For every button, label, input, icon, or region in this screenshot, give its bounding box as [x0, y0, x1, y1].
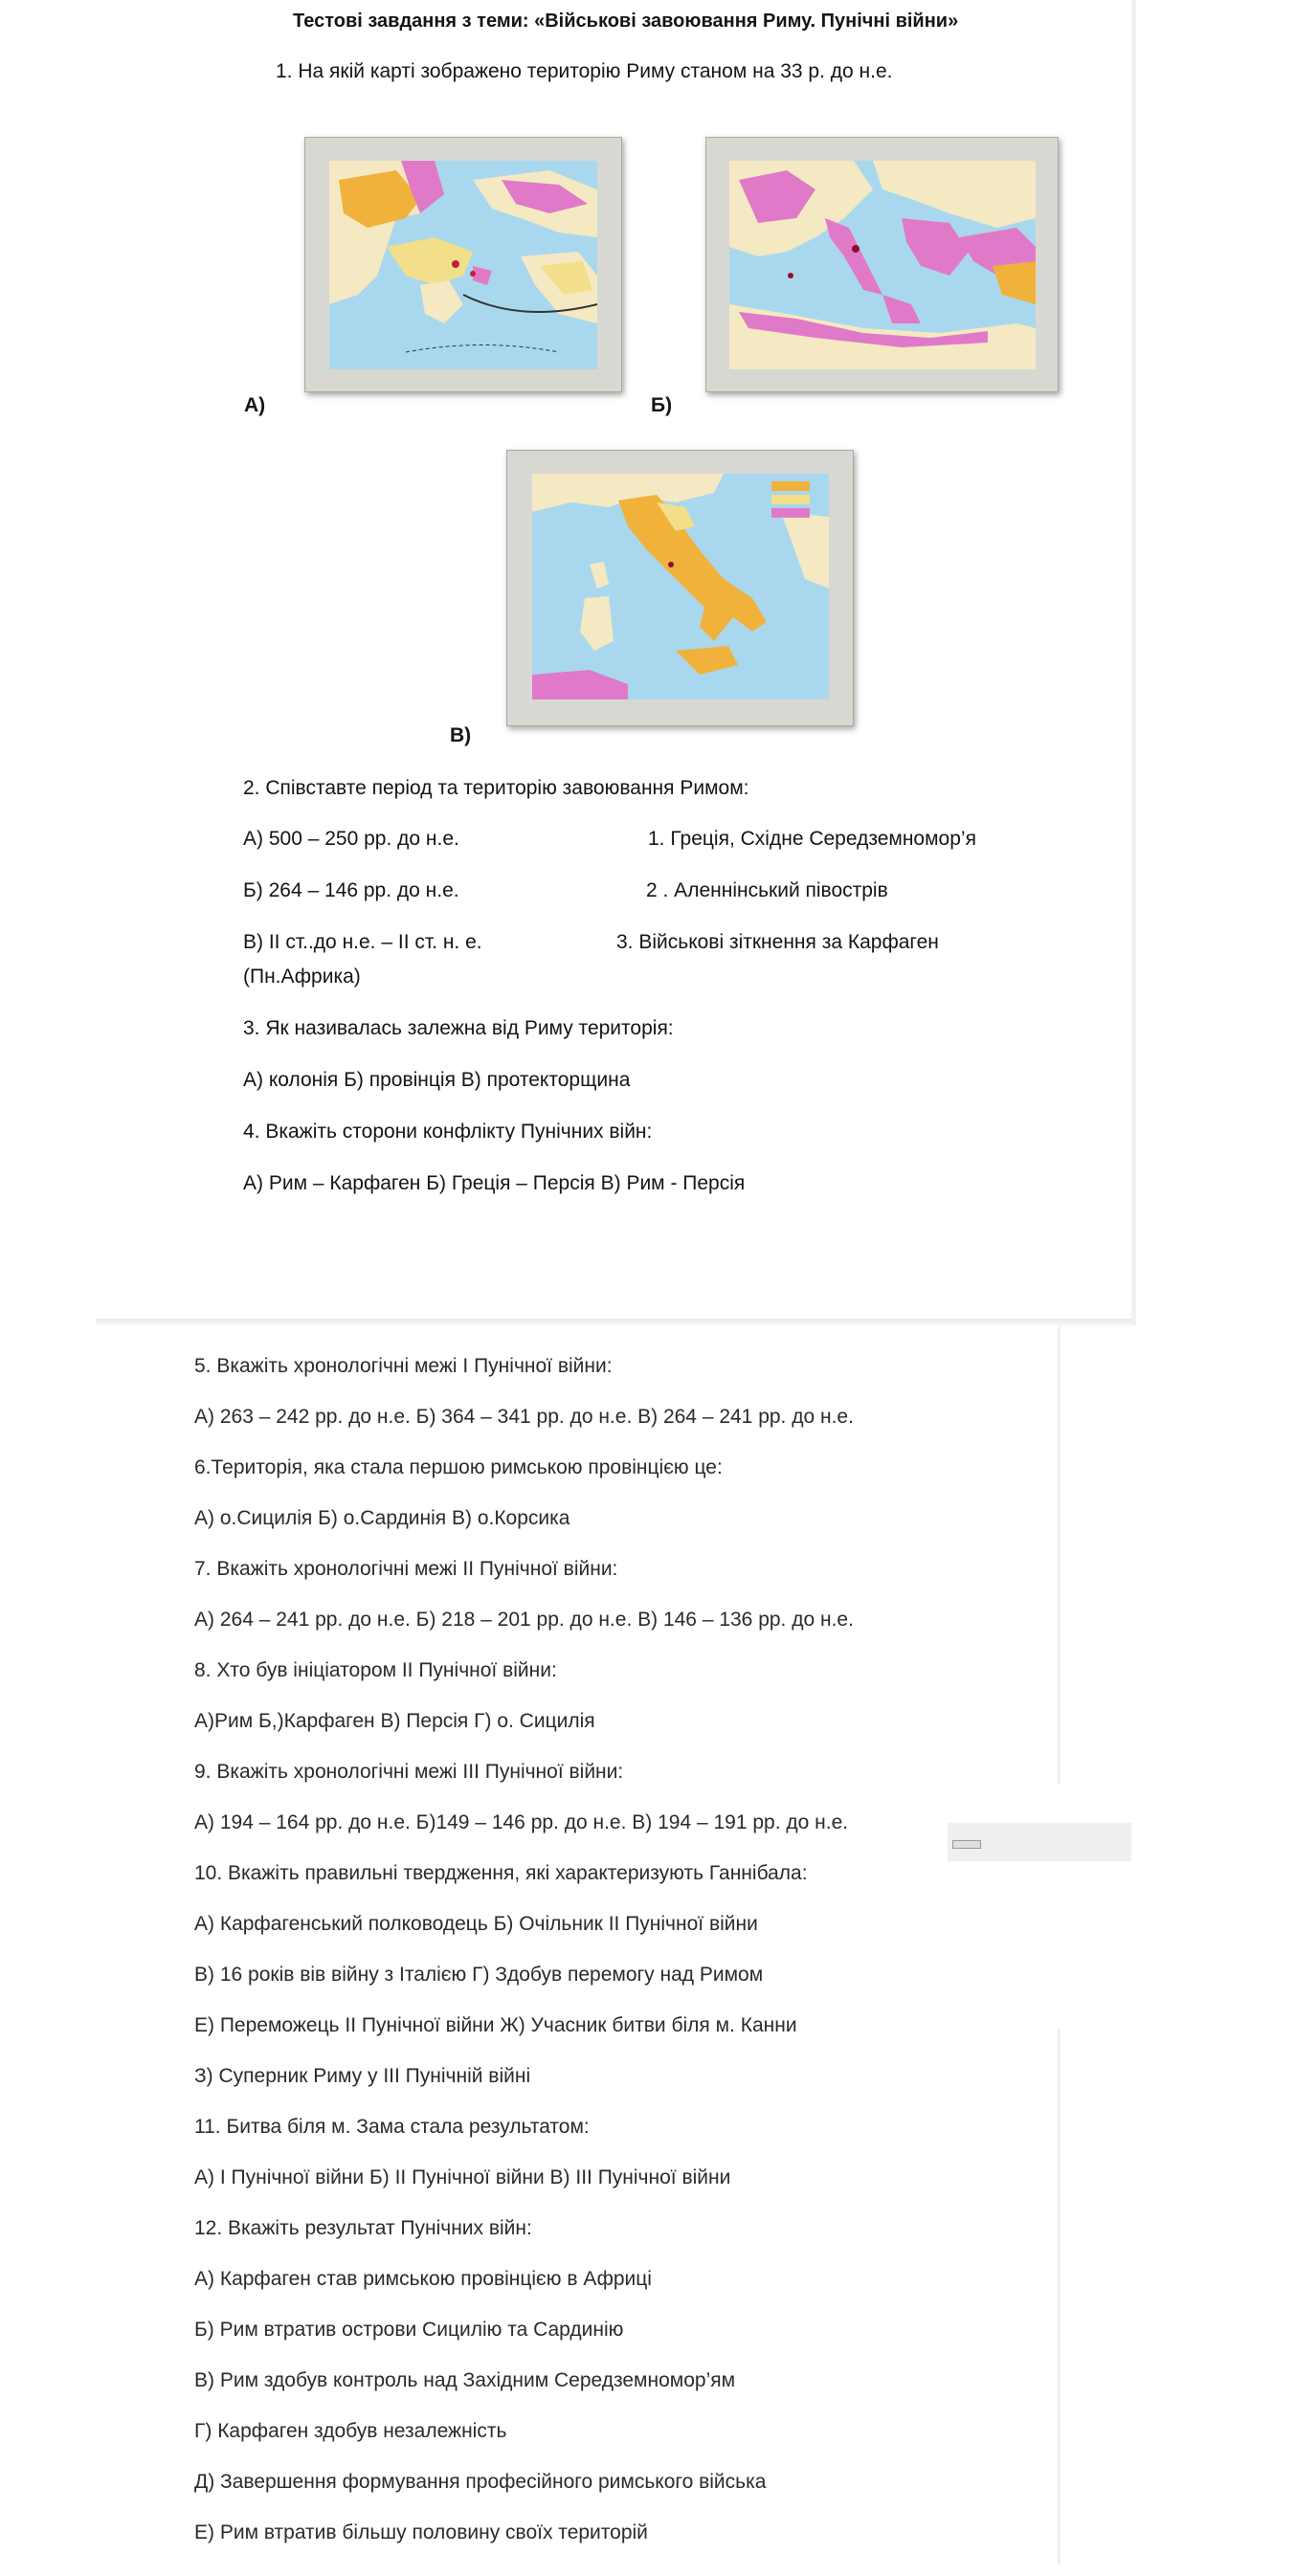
q10-line-2: В) 16 років вів війну з Італією Г) Здобув перемогу над Римом: [194, 1964, 764, 1986]
q2-left-a: А) 500 – 250 рр. до н.е.: [243, 828, 459, 850]
q9-options: А) 194 – 164 рр. до н.е. Б)149 – 146 рр. до н.е. В) 194 – 191 рр. до н.е.: [194, 1811, 849, 1833]
map-a-frame[interactable]: [304, 137, 622, 392]
map-c-frame[interactable]: [506, 450, 854, 726]
q2-right-3: 3. Військові зіткнення за Карфаген: [616, 931, 939, 953]
question-10: 10. Вкажіть правильні твердження, які характеризують Ганнібала:: [194, 1862, 808, 1884]
map-b-frame[interactable]: [705, 137, 1059, 392]
question-8: 8. Хто був ініціатором ІІ Пунічної війни:: [194, 1659, 557, 1681]
page-edge-3: [1058, 2029, 1061, 2565]
question-12: 12. Вкажіть результат Пунічних війн:: [194, 2217, 532, 2239]
q2-right-2: 2 . Аленнінський півострів: [646, 879, 888, 901]
q12-option-a: А) Карфаген став римською провінцією в Африці: [194, 2268, 652, 2290]
question-9: 9. Вкажіть хронологічні межі ІІІ Пунічної війни:: [194, 1761, 624, 1783]
question-11: 11. Битва біля м. Зама стала результатом:: [194, 2116, 590, 2138]
q12-option-f: Е) Рим втратив більшу половину своїх територій: [194, 2521, 648, 2543]
map-italy-peninsula-icon: [532, 474, 829, 700]
question-4: 4. Вкажіть сторони конфлікту Пунічних війн:: [243, 1121, 653, 1143]
map-mediterranean-empire-icon: [729, 161, 1036, 369]
question-5: 5. Вкажіть хронологічні межі І Пунічної війни:: [194, 1355, 613, 1377]
page-title: Тестові завдання з теми: «Військові завоювання Риму. Пунічні війни»: [293, 11, 959, 32]
q8-options: А)Рим Б,)Карфаген В) Персія Г) о. Сицилія: [194, 1710, 595, 1732]
q12-option-e: Д) Завершення формування професійного римського війська: [194, 2471, 767, 2493]
q2-left-b: Б) 264 – 146 рр. до н.е.: [243, 879, 459, 901]
q3-options: А) колонія Б) провінція В) протекторщина: [243, 1069, 631, 1091]
q12-option-c: В) Рим здобув контроль над Західним Середземномор’ям: [194, 2369, 736, 2391]
q2-left-c-cont: (Пн.Африка): [243, 966, 361, 988]
map-a-label: А): [244, 394, 266, 416]
map-greece-aegean-icon: [329, 161, 597, 369]
q12-option-d: Г) Карфаген здобув незалежність: [194, 2420, 507, 2442]
scroll-handle[interactable]: [952, 1840, 981, 1849]
q4-options: А) Рим – Карфаген Б) Греція – Персія В) Рим - Персія: [243, 1172, 746, 1194]
q7-options: А) 264 – 241 рр. до н.е. Б) 218 – 201 рр. до н.е. В) 146 – 136 рр. до н.е.: [194, 1609, 854, 1631]
q12-option-b: Б) Рим втратив острови Сицилію та Сардинію: [194, 2319, 624, 2341]
q6-options: А) о.Сицилія Б) о.Сардинія В) о.Корсика: [194, 1507, 570, 1529]
q2-left-c: В) ІІ ст..до н.е. – ІІ ст. н. е.: [243, 931, 482, 953]
question-3: 3. Як називалась залежна від Риму територія:: [243, 1017, 674, 1039]
q5-options: А) 263 – 242 рр. до н.е. Б) 364 – 341 рр. до н.е. В) 264 – 241 рр. до н.е.: [194, 1406, 854, 1428]
question-7: 7. Вкажіть хронологічні межі ІІ Пунічної війни:: [194, 1558, 618, 1580]
question-2: 2. Співставте період та територію завоювання Римом:: [243, 777, 749, 799]
q10-line-4: З) Суперник Риму у ІІІ Пунічній війні: [194, 2065, 531, 2087]
q2-right-1: 1. Греція, Східне Середземномор’я: [648, 828, 976, 850]
q10-line-3: Е) Переможець ІІ Пунічної війни Ж) Учасник битви біля м. Канни: [194, 2014, 797, 2036]
page-edge-2: [1058, 1325, 1061, 1785]
map-b-label: Б): [651, 394, 673, 416]
question-1: 1. На якій карті зображено територію Риму станом на 33 р. до н.е.: [276, 60, 893, 82]
q11-options: А) І Пунічної війни Б) ІІ Пунічної війни В) ІІІ Пунічної війни: [194, 2166, 731, 2188]
page-edge: [1131, 0, 1136, 1325]
question-6: 6.Територія, яка стала першою римською провінцією це:: [194, 1456, 723, 1478]
q10-line-1: А) Карфагенський полководець Б) Очільник ІІ Пунічної війни: [194, 1913, 758, 1935]
map-c-label: В): [450, 724, 472, 746]
